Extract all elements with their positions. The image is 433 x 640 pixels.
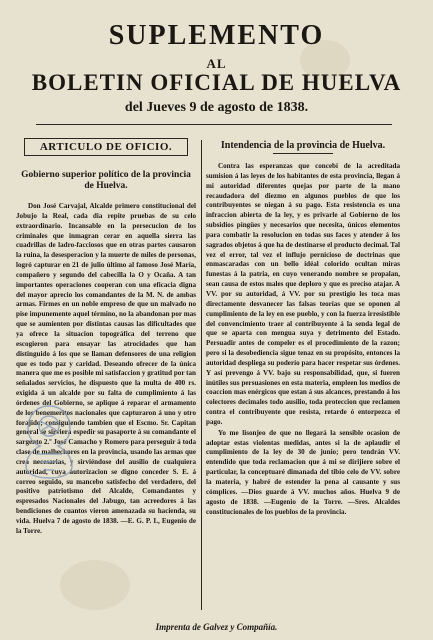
left-subhead: Gobierno superior político de la provincia de Huelva. <box>21 170 191 191</box>
subhead-rule <box>273 153 333 154</box>
masthead-rule <box>36 124 392 125</box>
right-paragraph: Contra las esperanzas que concebí de la acreditada sumision á las leyes de los habitantes de esta provincia, llegan á mi autoridad diferentes quejas por parte de la mano recaudadora del diezmo en algunos pueblos de que los contribuyentes se niegan á su pago. Esta resistencia es una infraccion abierta de la ley, y es privarle al Gobierno de los subsidios pingües y necesarios que necesita, únicos elementos para combatir la resolucion en todas sus faces y atender á los sagrados objetos á que ha de destinarse el producto decimal. Tal vez el error, tal vez el influjo pernicioso de doctrinas que enmascaradas con un bello idéal colorido ocultan miras funestas á la patria, en cuyo venerando nombre se propalan, sean causa de estos males que deploro y que es preciso atajar. A VV. por su autoridad, á VV. por su prestigio les toca mas directamente desvanecer las falsas teorías que se oponen al cumplimiento de la ley en ese pueblo, y con la fuerza irresistible del convencimiento traer al contribuyente á la senda legal de que se aparta con mengua suya y detrimento del Estado. Persuadir antes de compeler es el procedimiento de la razon; pero si la desobediencia sigue tenaz en su propósito, entonces la autoridad despliega su poderío para hacer respetar sus órdenes. Y así prevengo á VV. bajo su responsabilidad, que, si fueren inútiles sus persuasiones en esta materia, empleen los medios de coaccion mas enérgicos que estan á sus alcances, prestando á los colectores decimales todo ausilio, toda proteccion que reclamen contra el contribuyente que resista, retarde ó entorpezca el pago. <box>206 162 400 426</box>
masthead-connector: AL <box>206 56 227 71</box>
right-paragraph: Yo me lisonjeo de que no llegará la sensible ocasion de adoptar estas violentas medidas, antes si la de aplaudir el cumplimiento de la ley de 30 de junio; pero tendrán VV. entendido que toda reclamacion que á mi se dirijiere sobre el particular, la conceptuaré dimanada del tibio celo de VV. sobre la materia, y habré de estender la pena al causante y sus cómplices. —Dios guarde á VV. muchos años. Huelva 9 de agosto de 1838. —Eugenio de la Torre. —Sres. Alcaldes constitucionales de los pueblos de la provincia. <box>206 428 400 516</box>
newspaper-name: BOLETIN OFICIAL DE HUELVA <box>31 70 402 95</box>
supplement-title: SUPLEMENTO <box>108 20 325 51</box>
issue-date: del Jueves 9 de agosto de 1838. <box>124 100 309 115</box>
printer-imprint: Imprenta de Galvez y Compañía. <box>155 622 278 632</box>
column-divider <box>201 140 202 610</box>
paper-stain <box>60 560 130 610</box>
section-heading: ARTICULO DE OFICIO. <box>24 138 188 156</box>
library-stamp-icon <box>18 402 80 480</box>
left-paragraph: Don José Carvajal, Alcalde primero constitucional del Jobujo la Real, cada dia repite pruebas de su celo extraordinario. Incansable en la persecucion de los criminales que inmagran cerar en aquella sierra las cuadrillas de ladro-facciosos que en otras partes causaron la ruina, la desesperacion y la muerte de miles de personas, logró capturar en 21 de julio último al famoso José María, compañero y segundo del cabecilla la O y Ocaña. A tan importantes operaciones cooperan con una eficacia digna del mayor aprecio los comandantes de la M. N. de ambas armas. Firmes en un noble empreso de que un malvado no pise impunemente aquel término, no la abandonan por mas que se aumienten por distintas causas las dificultades que ya ofrece la situacion topográfica del terreno que escogieron para ensayar las atrocidades que han distinguido á los que se llaman defensores de una religion que es todo paz y caridad. Deseando ofrecer de la única manera que me es posible mi satisfaccion y gratitud por tan señalados servicios, he dispuesto que la multa de 400 rs. exigida á un alcalde por su falta de cumplimiento á las órdenes del Gobierno, se aplique á reparar el armamento de los benemeritos nacionales que capturaron á uno y otro forajido; consiguiendo tambien que el Escmo. Sr. Capitan general se sirviera espedir su pasaporte á su comandante el sargento 2.º José Camacho y Romero para perseguir á toda clase de malhechores en la provincia, usando las armas que crea necesarias, y sirviéndose del ausilio de cualquiera autoridad, cuya autorizacion se digno conceder S. E. á correo seguido, su mancebo satisfecho del verdadero, del positivo patriotismo del Alcalde, Comandantes y espresados Nacionales del Jabugo, tan acreedores á las bendiciones de cuantos vieron amenazada su hacienda, su vida. Huelva 7 de agosto de 1838. —E. G. P. I., Eugenio de la Torre. <box>16 202 196 535</box>
right-subhead: Intendencia de la provincia de Huelva. <box>220 140 386 151</box>
right-column <box>206 128 400 517</box>
